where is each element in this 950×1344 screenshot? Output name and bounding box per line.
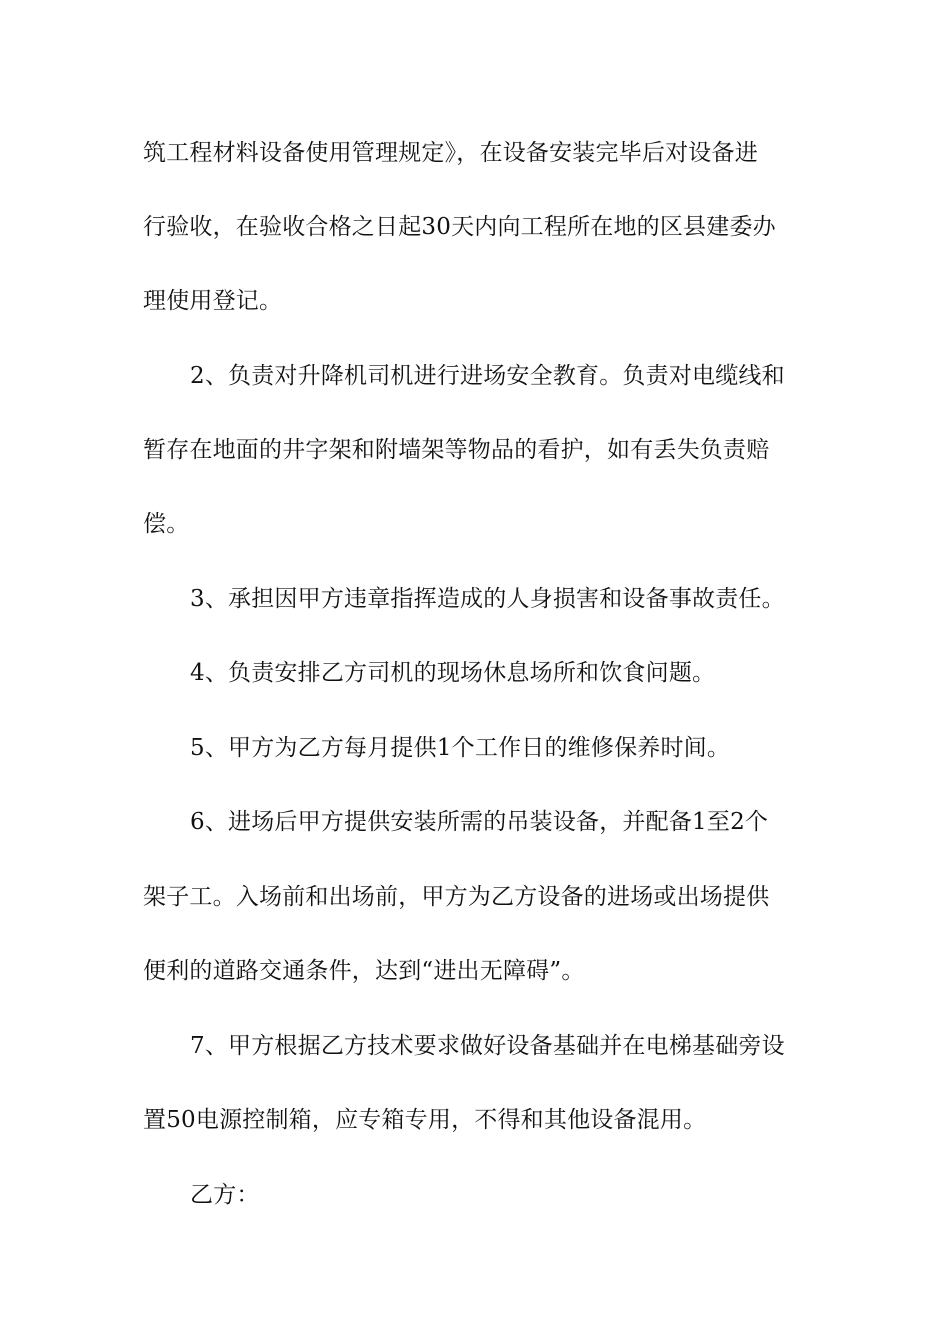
clause-4-line: 4、负责安排乙方司机的现场休息场所和饮食问题。 xyxy=(190,660,716,686)
text-line: 行验收，在验收合格之日起30天内向工程所在地的区县建委办 xyxy=(143,214,776,240)
text-line: 置50电源控制箱，应专箱专用，不得和其他设备混用。 xyxy=(143,1107,707,1133)
clause-3-line: 3、承担因甲方违章指挥造成的人身损害和设备事故责任。 xyxy=(190,586,785,612)
party-b-signature-label: 乙方： xyxy=(190,1182,260,1208)
text-line: 理使用登记。 xyxy=(143,288,283,314)
text-line: 暂存在地面的井字架和附墙架等物品的看护，如有丢失负责赔 xyxy=(143,437,770,463)
text-line: 偿。 xyxy=(143,511,190,537)
text-line: 架子工。入场前和出场前，甲方为乙方设备的进场或出场提供 xyxy=(143,884,770,910)
clause-6-line: 6、进场后甲方提供安装所需的吊装设备，并配备1至2个 xyxy=(190,809,769,835)
text-line: 筑工程材料设备使用管理规定》，在设备安装完毕后对设备进 xyxy=(143,140,758,166)
clause-2-line: 2、负责对升降机司机进行进场安全教育。负责对电缆线和 xyxy=(190,363,785,389)
clause-7-line: 7、甲方根据乙方技术要求做好设备基础并在电梯基础旁设 xyxy=(190,1033,785,1059)
clause-5-line: 5、甲方为乙方每月提供1个工作日的维修保养时间。 xyxy=(190,735,731,761)
text-line: 便利的道路交通条件，达到“进出无障碍”。 xyxy=(143,958,585,984)
